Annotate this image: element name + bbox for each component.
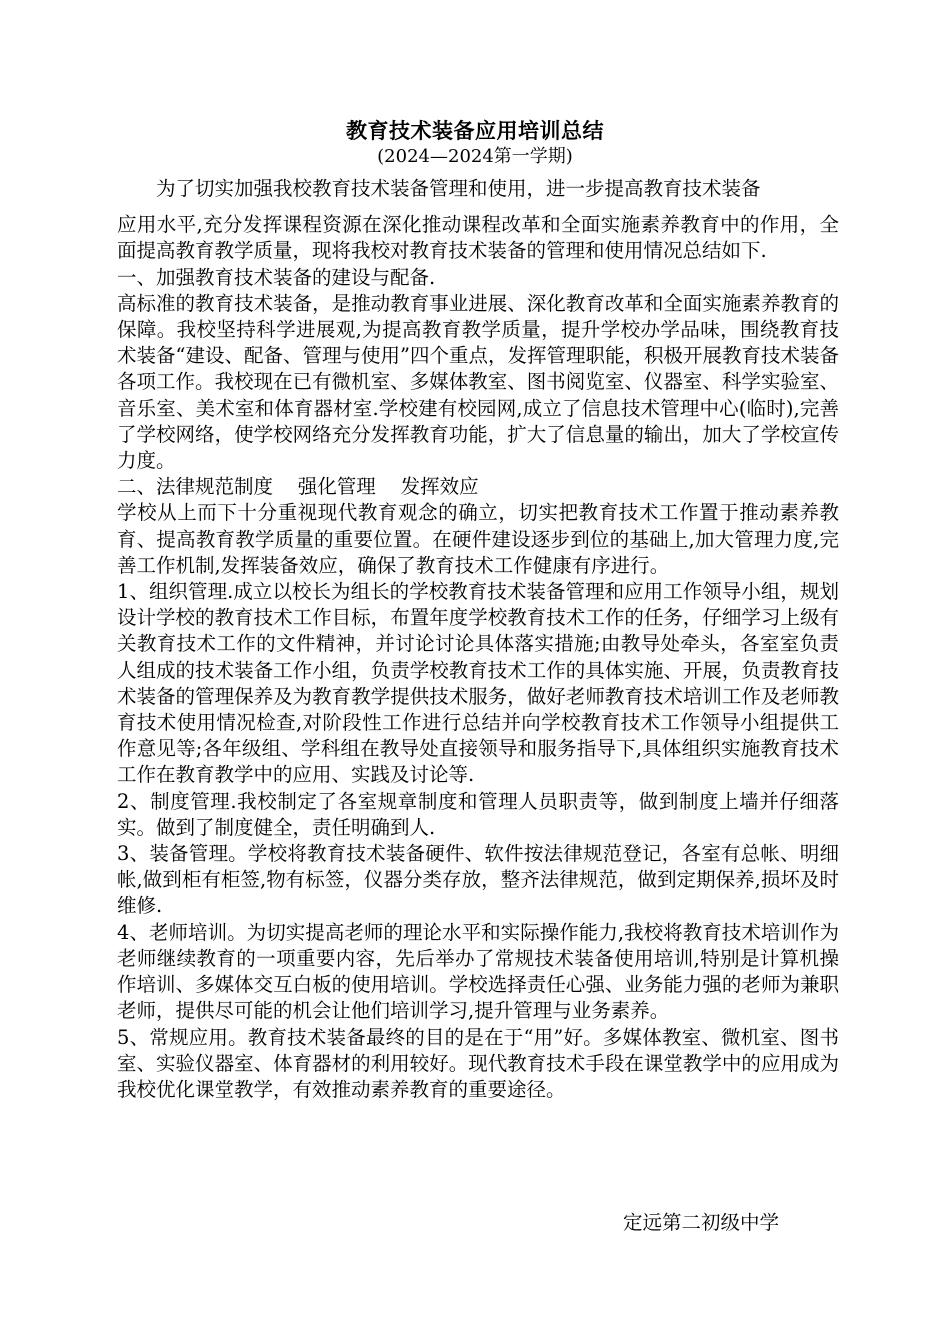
intro-paragraph: 应用水平,充分发挥课程资源在深化推动课程改革和全面实施素养教育中的作用，全面提高教育教学质量，现将我校对教育技术装备的管理和使用情况总结如下. [117, 213, 839, 263]
section1-paragraph: 高标准的教育技术装备，是推动教育事业进展、深化教育改革和全面实施素养教育的保障。我校坚持科学进展观,为提高教育教学质量，提升学校办学品味，围绕教育技术装备“建设、配备、管理与使用”四个重点，发挥管理职能，积极开展教育技术装备各项工作。我校现在已有微机室、多媒体教室、图书阅览室、仪器室、科学实验室、音乐室、美术室和体育器材室.学校建有校园网,成立了信息技术管理中心(临时),完善了学校网络，使学校网络充分发挥教育功能，扩大了信息量的输出，加大了学校宣传力度。 [117, 291, 839, 473]
document-body [117, 176, 839, 1103]
section2-heading [117, 474, 839, 500]
intro-first-line: 为了切实加强我校教育技术装备管理和使用，进一步提高教育技术装备 [156, 177, 761, 200]
section2-heading-text: 二、法律规范制度 强化管理 发挥效应 [117, 475, 479, 499]
item-regular-application: 5、常规应用。教育技术装备最终的目的是在于“用”好。多媒体教室、微机室、图书室、实验仪器室、体育器材的利用较好。现代教育技术手段在课堂教学中的应用成为我校优化课堂教学，有效推动素养教育的重要途径。 [117, 1025, 839, 1101]
item-equipment-management: 3、装备管理。学校将教育技术装备硬件、软件按法律规范登记，各室有总帐、明细帐,做到柜有柜签,物有标签，仪器分类存放，整齐法律规范，做到定期保养,损坏及时维修. [117, 842, 839, 918]
document-subtitle: (2024—2024第一学期) [377, 146, 573, 167]
section1-heading: 一、加强教育技术装备的建设与配备. [117, 265, 436, 289]
item-system-management: 2、制度管理.我校制定了各室规章制度和管理人员职责等，做到制度上墙并仔细落实。做到了制度健全，责任明确到人. [117, 789, 839, 839]
document-title: 教育技术装备应用培训总结 [346, 118, 604, 143]
section2-paragraph: 学校从上而下十分重视现代教育观念的确立，切实把教育技术工作置于推动素养教育、提高教育教学质量的重要位置。在硬件建设逐步到位的基础上,加大管理力度,完善工作机制,发挥装备效应，确保了教育技术工作健康有序进行。 [117, 501, 839, 577]
school-signature: 定远第二初级中学 [623, 1211, 780, 1234]
item-organization-management: 1、组织管理.成立以校长为组长的学校教育技术装备管理和应用工作领导小组，规划设计学校的教育技术工作目标，布置年度学校教育技术工作的任务，仔细学习上级有关教育技术工作的文件精神，并讨论讨论具体落实措施;由教导处牵头，各室室负责人组成的技术装备工作小组，负责学校教育技术工作的具体实施、开展，负责教育技术装备的管理保养及为教育教学提供技术服务，做好老师教育技术培训工作及老师教育技术使用情况检查,对阶段性工作进行总结并向学校教育技术工作领导小组提供工作意见等;各年级组、学科组在教导处直接领导和服务指导下,具体组织实施教育技术工作在教育教学中的应用、实践及讨论等. [117, 580, 839, 787]
item-teacher-training: 4、老师培训。为切实提高老师的理论水平和实际操作能力,我校将教育技术培训作为老师继续教育的一项重要内容，先后举办了常规技术装备使用培训,特别是计算机操作培训、多媒体交互白板的使用培训。学校选择责任心强、业务能力强的老师为兼职老师，提供尽可能的机会让他们培训学习,提升管理与业务素养。 [117, 920, 839, 1023]
